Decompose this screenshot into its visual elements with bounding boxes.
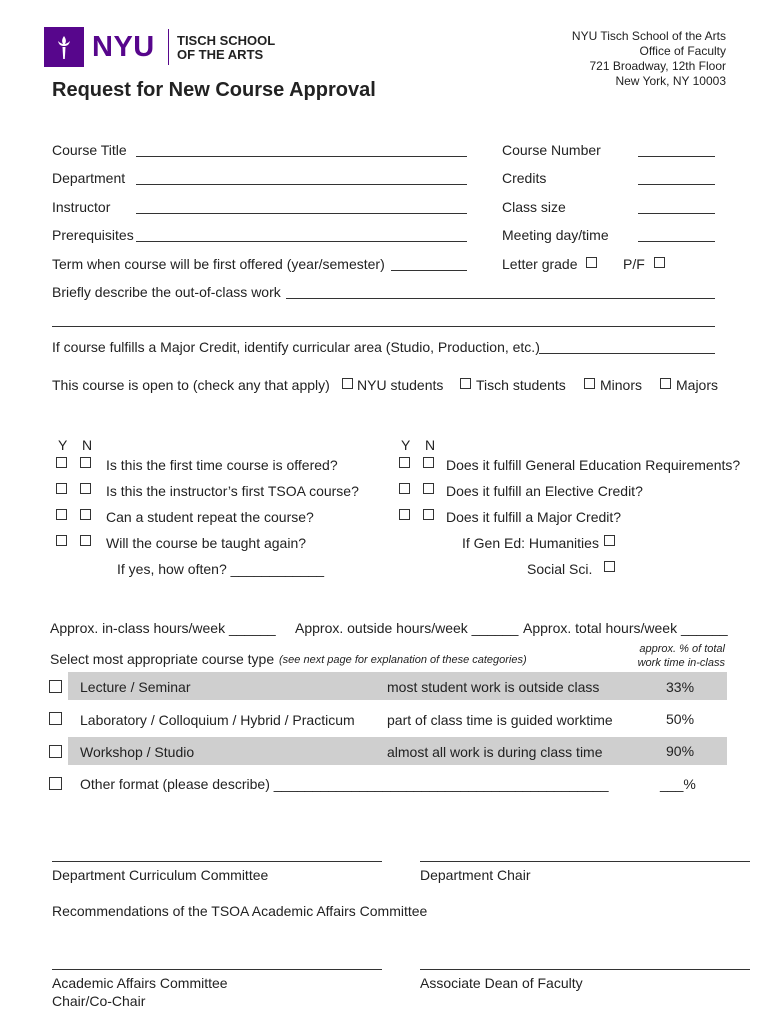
assoc-dean-signature-line[interactable] — [420, 969, 750, 970]
meeting-label: Meeting day/time — [502, 227, 609, 243]
dept-chair-label: Department Chair — [420, 867, 531, 883]
tisch-students-checkbox[interactable] — [460, 378, 471, 389]
q1-yes-checkbox[interactable] — [56, 457, 67, 468]
majors-checkbox[interactable] — [660, 378, 671, 389]
laboratory-desc: part of class time is guided worktime — [387, 712, 613, 728]
out-of-class-label: Briefly describe the out-of-class work — [52, 284, 281, 300]
open-to-label: This course is open to (check any that apply) — [52, 377, 330, 393]
pct-header-line2: work time in-class — [637, 657, 725, 669]
outside-hours: Approx. outside hours/week ______ — [295, 620, 519, 636]
no-header-right: N — [425, 437, 436, 453]
aac-label-line2: Chair/Co-Chair — [52, 993, 146, 1009]
social-sci-label: Social Sci. — [527, 561, 593, 577]
credits-field[interactable] — [638, 184, 715, 185]
minors-checkbox[interactable] — [584, 378, 595, 389]
class-size-field[interactable] — [638, 213, 715, 214]
logo-school-line2: OF THE ARTS — [177, 47, 264, 62]
torch-icon — [44, 27, 84, 67]
address-line: Office of Faculty — [639, 44, 726, 58]
q6-no-checkbox[interactable] — [423, 483, 434, 494]
laboratory-type: Laboratory / Colloquium / Hybrid / Practicum — [80, 712, 355, 728]
pct-header-line1: approx. % of total — [639, 643, 725, 655]
logo-school-line1: TISCH SCHOOL — [177, 33, 276, 48]
laboratory-checkbox[interactable] — [49, 712, 62, 725]
credits-label: Credits — [502, 170, 547, 186]
letter-grade-checkbox[interactable] — [586, 257, 597, 268]
department-label: Department — [52, 170, 126, 186]
no-header: N — [82, 437, 93, 453]
question-major-credit: Does it fulfill a Major Credit? — [446, 509, 622, 525]
logo-nyu-text: NYU — [92, 31, 155, 63]
workshop-checkbox[interactable] — [49, 745, 62, 758]
tisch-students-label: Tisch students — [476, 377, 566, 393]
q6-yes-checkbox[interactable] — [399, 483, 410, 494]
q2-yes-checkbox[interactable] — [56, 483, 67, 494]
course-number-field[interactable] — [638, 156, 715, 157]
social-sci-checkbox[interactable] — [604, 561, 615, 572]
lecture-pct: 33% — [666, 679, 695, 695]
address-line: 721 Broadway, 12th Floor — [589, 59, 726, 73]
question-first-time: Is this the first time course is offered? — [106, 457, 338, 473]
humanities-checkbox[interactable] — [604, 535, 615, 546]
workshop-desc: almost all work is during class time — [387, 744, 603, 760]
recommendations-label: Recommendations of the TSOA Academic Affairs Committee — [52, 903, 428, 919]
pct-header — [638, 642, 725, 670]
major-credit-label: If course fulfills a Major Credit, identify curricular area (Studio, Production, etc.) — [52, 339, 540, 355]
aac-signature-line[interactable] — [52, 969, 382, 970]
minors-label: Minors — [600, 377, 643, 393]
nyu-students-label: NYU students — [357, 377, 444, 393]
nyu-logo — [44, 27, 284, 69]
total-hours: Approx. total hours/week ______ — [523, 620, 728, 636]
workshop-type: Workshop / Studio — [80, 744, 195, 760]
address-line: NYU Tisch School of the Arts — [571, 29, 726, 43]
gen-ed-humanities-label: If Gen Ed: Humanities — [462, 535, 599, 551]
out-of-class-field-2[interactable] — [52, 326, 715, 327]
department-field[interactable] — [136, 184, 467, 185]
dept-committee-signature-line[interactable] — [52, 861, 382, 862]
question-elective: Does it fulfill an Elective Credit? — [446, 483, 643, 499]
majors-label: Majors — [676, 377, 719, 393]
q1-no-checkbox[interactable] — [80, 457, 91, 468]
term-label: Term when course will be first offered (year/semester) — [52, 256, 385, 272]
laboratory-pct: 50% — [666, 711, 695, 727]
course-title-label: Course Title — [52, 142, 127, 158]
other-format-checkbox[interactable] — [49, 777, 62, 790]
form-title: Request for New Course Approval — [52, 79, 376, 101]
q3-no-checkbox[interactable] — [80, 509, 91, 520]
question-gen-ed: Does it fulfill General Education Requirements? — [446, 457, 741, 473]
question-taught-again: Will the course be taught again? — [106, 535, 307, 551]
office-address — [572, 29, 726, 89]
out-of-class-field[interactable] — [286, 298, 715, 299]
aac-label-line1: Academic Affairs Committee — [52, 975, 228, 991]
course-type-label: Select most appropriate course type — [50, 651, 275, 667]
lecture-checkbox[interactable] — [49, 680, 62, 693]
course-type-note: (see next page for explanation of these categories) — [279, 654, 527, 666]
q3-yes-checkbox[interactable] — [56, 509, 67, 520]
yes-header-right: Y — [401, 437, 411, 453]
nyu-students-checkbox[interactable] — [342, 378, 353, 389]
q5-no-checkbox[interactable] — [423, 457, 434, 468]
letter-grade-label: Letter grade — [502, 256, 578, 272]
dept-committee-label: Department Curriculum Committee — [52, 867, 269, 883]
prerequisites-label: Prerequisites — [52, 227, 134, 243]
instructor-field[interactable] — [136, 213, 467, 214]
course-number-label: Course Number — [502, 142, 601, 158]
pf-label: P/F — [623, 256, 645, 272]
dept-chair-signature-line[interactable] — [420, 861, 750, 862]
q5-yes-checkbox[interactable] — [399, 457, 410, 468]
other-format-pct: ___% — [660, 776, 696, 792]
in-class-hours: Approx. in-class hours/week ______ — [50, 620, 276, 636]
address-line: New York, NY 10003 — [615, 74, 726, 88]
major-credit-field[interactable] — [539, 353, 715, 354]
class-size-label: Class size — [502, 199, 566, 215]
yes-header: Y — [58, 437, 68, 453]
if-yes-how-often: If yes, how often? ____________ — [117, 561, 325, 577]
workshop-pct: 90% — [666, 743, 695, 759]
pf-checkbox[interactable] — [654, 257, 665, 268]
q7-yes-checkbox[interactable] — [399, 509, 410, 520]
q2-no-checkbox[interactable] — [80, 483, 91, 494]
prerequisites-field[interactable] — [136, 241, 467, 242]
instructor-label: Instructor — [52, 199, 111, 215]
question-first-tsoa: Is this the instructor’s first TSOA course? — [106, 483, 359, 499]
q4-yes-checkbox[interactable] — [56, 535, 67, 546]
term-field[interactable] — [391, 270, 467, 271]
other-format-label: Other format (please describe) ___________________________________________ — [80, 776, 609, 792]
meeting-field[interactable] — [638, 241, 715, 242]
q4-no-checkbox[interactable] — [80, 535, 91, 546]
question-repeat: Can a student repeat the course? — [106, 509, 314, 525]
assoc-dean-label: Associate Dean of Faculty — [420, 975, 583, 991]
lecture-desc: most student work is outside class — [387, 679, 600, 695]
q7-no-checkbox[interactable] — [423, 509, 434, 520]
course-title-field[interactable] — [136, 156, 467, 157]
lecture-type: Lecture / Seminar — [80, 679, 191, 695]
